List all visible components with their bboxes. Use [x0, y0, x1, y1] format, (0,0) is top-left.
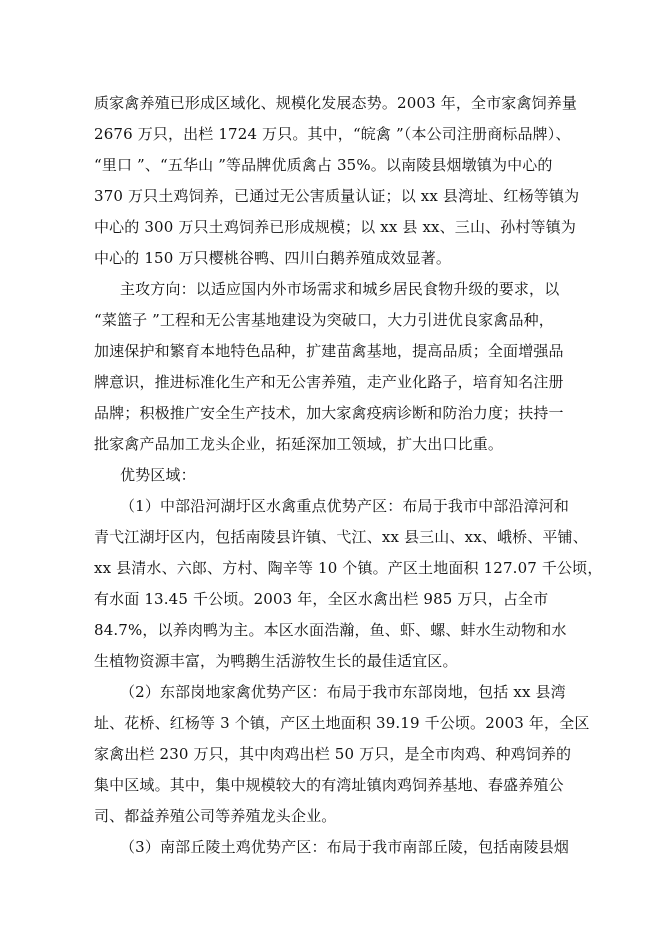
text-line: “里口 ”、“五华山 ”等品牌优质禽占 35%。以南陵县烟墩镇为中心的	[94, 156, 553, 174]
text-line: （2）东部岗地家禽优势产区：布局于我市东部岗地，包括 xx 县湾	[120, 683, 566, 701]
text-line: 加速保护和繁育本地特色品种，扩建苗禽基地，提高品质；全面增强品	[94, 342, 564, 360]
text-line: 址、花桥、红杨等 3 个镇，产区土地面积 39.19 千公顷。2003 年，全区	[94, 714, 590, 732]
text-line: 牌意识，推进标准化生产和无公害养殖，走产业化路子，培育知名注册	[94, 373, 564, 391]
text-line: 有水面 13.45 千公顷。2003 年，全区水禽出栏 985 万只，占全市	[94, 590, 549, 608]
text-line: 集中区域。其中，集中规模较大的有湾址镇肉鸡饲养基地、春盛养殖公	[94, 776, 564, 794]
text-line: “菜篮子 ”工程和无公害基地建设为突破口，大力引进优良家禽品种，	[94, 311, 554, 329]
text-line: 质家禽养殖已形成区域化、规模化发展态势。2003 年，全市家禽饲养量	[94, 94, 578, 112]
text-line: 司、都益养殖公司等养殖龙头企业。	[94, 807, 337, 825]
text-line: （3）南部丘陵土鸡优势产区：布局于我市南部丘陵，包括南陵县烟	[120, 838, 570, 856]
text-line: 2676 万只，出栏 1724 万只。其中，“皖禽 ”（本公司注册商标品牌）、	[94, 125, 571, 143]
text-line: 批家禽产品加工龙头企业，拓延深加工领域，扩大出口比重。	[94, 435, 504, 453]
text-line: （1）中部沿河湖圩区水禽重点优势产区：布局于我市中部沿漳河和	[120, 497, 570, 515]
text-line: xx 县清水、六郎、方村、陶辛等 10 个镇。产区土地面积 127.07 千公顷，	[94, 559, 603, 577]
text-line: 品牌；积极推广安全生产技术，加大家禽疫病诊断和防治力度；扶持一	[94, 404, 564, 422]
section-heading: 优势区域：	[120, 466, 196, 484]
text-line: 370 万只土鸡饲养，已通过无公害质量认证；以 xx 县湾址、红杨等镇为	[94, 187, 580, 205]
text-line: 主攻方向：以适应国内外市场需求和城乡居民食物升级的要求，以	[120, 280, 560, 298]
text-line: 84.7%，以养肉鸭为主。本区水面浩瀚，鱼、虾、螺、蚌水生动物和水	[94, 621, 567, 639]
text-line: 中心的 300 万只土鸡饲养已形成规模；以 xx 县 xx、三山、孙村等镇为	[94, 218, 577, 236]
text-line: 生植物资源丰富，为鸭鹅生活游牧生长的最佳适宜区。	[94, 652, 458, 670]
text-line: 青弋江湖圩区内，包括南陵县许镇、弋江、xx 县三山、xx、峨桥、平铺、	[94, 528, 588, 546]
text-line: 中心的 150 万只樱桃谷鸭、四川白鹅养殖成效显著。	[94, 249, 452, 267]
text-line: 家禽出栏 230 万只，其中肉鸡出栏 50 万只，是全市肉鸡、种鸡饲养的	[94, 745, 572, 763]
